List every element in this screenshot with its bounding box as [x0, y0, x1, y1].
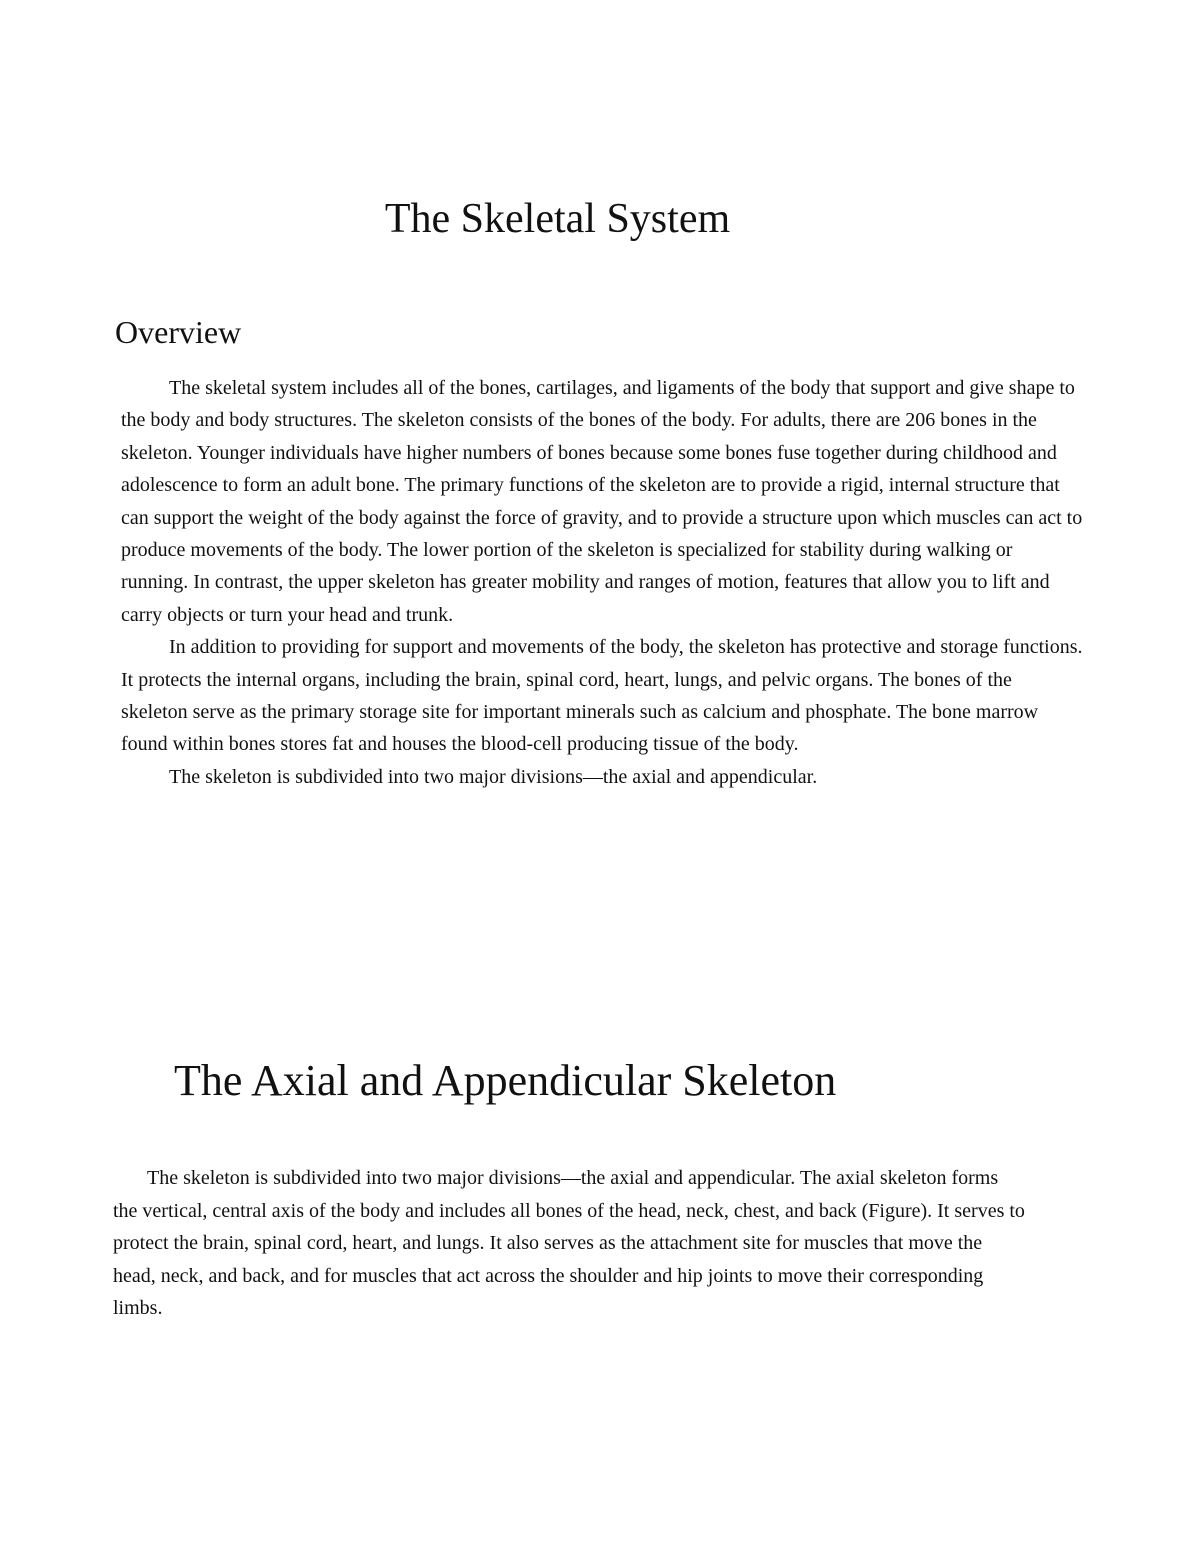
axial-appendicular-heading: The Axial and Appendicular Skeleton — [174, 1056, 837, 1105]
overview-paragraph-2: In addition to providing for support and movements of the body, the skeleton has protective and storage functions. It protects the internal organs, including the brain, spinal cord, heart, lungs, and pelvic organs. The bones of the skeleton serve as the primary storage site for important minerals such as calcium and phosphate. The bone marrow found within bones stores fat and houses the blood-cell producing tissue of the body. — [121, 636, 1083, 756]
axial-appendicular-body — [113, 1162, 1025, 1325]
page-title: The Skeletal System — [384, 196, 731, 242]
overview-body — [121, 372, 1083, 793]
overview-heading: Overview — [115, 314, 242, 350]
overview-paragraph-1: The skeletal system includes all of the bones, cartilages, and ligaments of the body that support and give shape to the body and body structures. The skeleton consists of the bones of the body. For adults, there are 206 bones in the skeleton. Younger individuals have higher numbers of bones because some bones fuse together during childhood and adolescence to form an adult bone. The primary functions of the skeleton are to provide a rigid, internal structure that can support the weight of the body against the force of gravity, and to provide a structure upon which muscles can act to produce movements of the body. The lower portion of the skeleton is specialized for stability during walking or running. In contrast, the upper skeleton has greater mobility and ranges of motion, features that allow you to lift and carry objects or turn your head and trunk. — [121, 377, 1083, 626]
overview-paragraph-3: The skeleton is subdivided into two major divisions—the axial and appendicular. — [169, 765, 818, 788]
axial-appendicular-paragraph-1: The skeleton is subdivided into two major divisions—the axial and appendicular. The axial skeleton forms the vertical, central axis of the body and includes all bones of the head, neck, chest, and back (Figure). It serves to protect the brain, spinal cord, heart, and lungs. It also serves as the attachment site for muscles that move the head, neck, and back, and for muscles that act across the shoulder and hip joints to move their corresponding limbs. — [113, 1167, 1025, 1320]
